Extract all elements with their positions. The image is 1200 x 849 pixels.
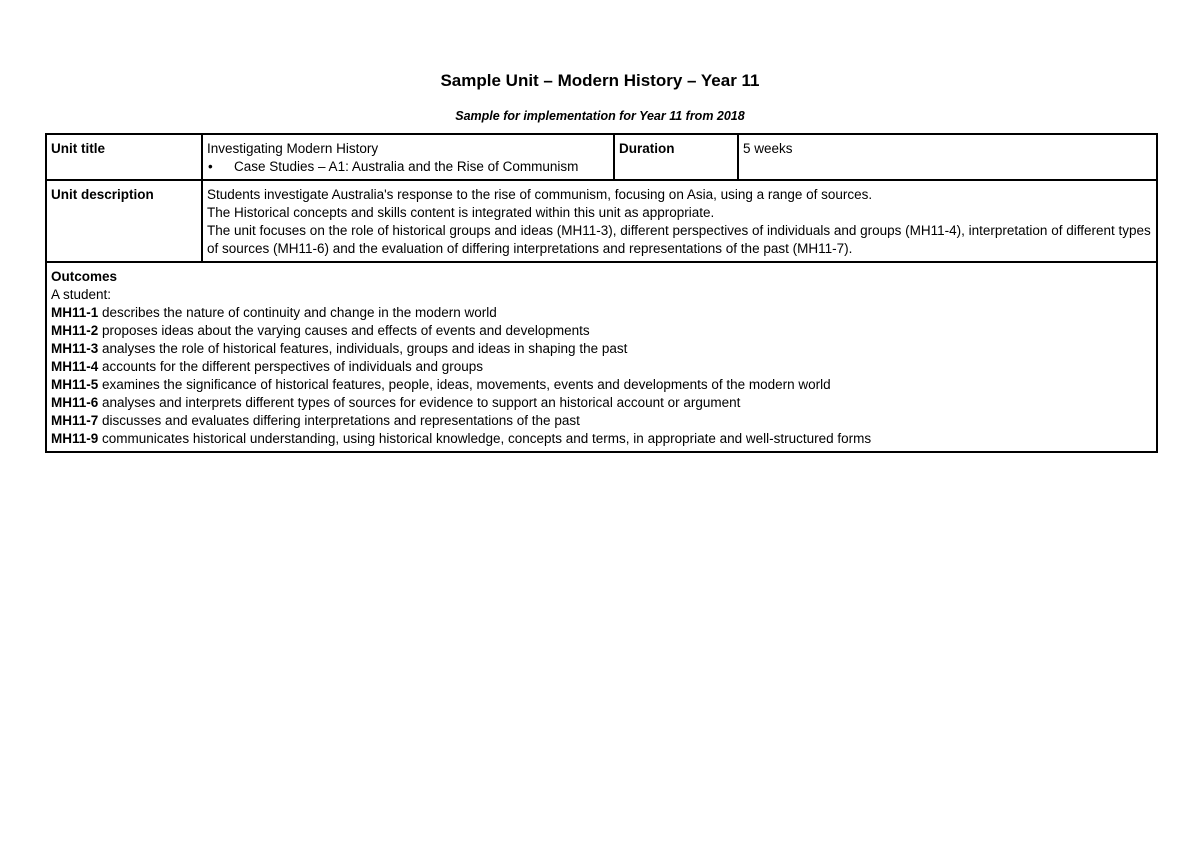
outcome-text: communicates historical understanding, using historical knowledge, concepts and terms, in appropriate and well-structured forms: [98, 431, 872, 446]
outcomes-row: [46, 262, 1157, 452]
outcome-item: [51, 322, 1152, 340]
unit-title-label: Unit title: [46, 134, 202, 180]
description-line: The Historical concepts and skills content is integrated within this unit as appropriate.: [207, 205, 715, 220]
outcome-item: [51, 304, 1152, 322]
outcome-text: accounts for the different perspectives of individuals and groups: [98, 359, 484, 374]
outcome-item: [51, 358, 1152, 376]
outcome-item: [51, 376, 1152, 394]
unit-title-row: [46, 134, 1157, 180]
outcomes-heading: Outcomes: [51, 269, 118, 284]
outcome-text: analyses and interprets different types of sources for evidence to support an historical account or argument: [98, 395, 741, 410]
outcome-item: [51, 430, 1152, 448]
outcome-code: MH11-4: [51, 359, 99, 374]
description-line: Students investigate Australia's response to the rise of communism, focusing on Asia, using a range of sources.: [207, 187, 873, 202]
outcome-code: MH11-7: [51, 413, 99, 428]
outcome-item: [51, 394, 1152, 412]
duration-label: Duration: [614, 134, 738, 180]
outcome-text: describes the nature of continuity and change in the modern world: [98, 305, 497, 320]
unit-table: [45, 133, 1158, 453]
outcome-code: MH11-3: [51, 341, 99, 356]
unit-description-label: Unit description: [46, 180, 202, 262]
outcome-code: MH11-1: [51, 305, 99, 320]
page-subtitle: Sample for implementation for Year 11 from 2018: [455, 109, 745, 123]
outcome-text: proposes ideas about the varying causes and effects of events and developments: [98, 323, 590, 338]
outcome-text: discusses and evaluates differing interpretations and representations of the past: [98, 413, 580, 428]
duration-value: 5 weeks: [738, 134, 1157, 180]
outcome-code: MH11-5: [51, 377, 99, 392]
outcomes-cell: [46, 262, 1157, 452]
outcome-code: MH11-2: [51, 323, 99, 338]
outcome-text: analyses the role of historical features, individuals, groups and ideas in shaping the past: [98, 341, 628, 356]
case-study-bullet-item: [207, 158, 609, 176]
unit-description-cell: [202, 180, 1157, 262]
unit-title-cell: [202, 134, 614, 180]
bullet-icon: •: [208, 159, 213, 174]
unit-description-row: [46, 180, 1157, 262]
outcome-item: [51, 412, 1152, 430]
page-title: Sample Unit – Modern History – Year 11: [440, 71, 760, 90]
outcomes-intro: A student:: [51, 287, 112, 302]
unit-title-value: Investigating Modern History: [207, 141, 379, 156]
outcome-code: MH11-6: [51, 395, 99, 410]
outcome-code: MH11-9: [51, 431, 99, 446]
outcome-text: examines the significance of historical features, people, ideas, movements, events and developments of the modern world: [98, 377, 831, 392]
case-study-text: Case Studies – A1: Australia and the Rise of Communism: [234, 159, 579, 174]
outcome-item: [51, 340, 1152, 358]
description-line: The unit focuses on the role of historical groups and ideas (MH11-3), different perspectives of individuals and groups (MH11-4), interpretation of different types of sources (MH11-6) and the evaluation of differing interpretations and representations of the past (MH11-7).: [207, 223, 1151, 256]
